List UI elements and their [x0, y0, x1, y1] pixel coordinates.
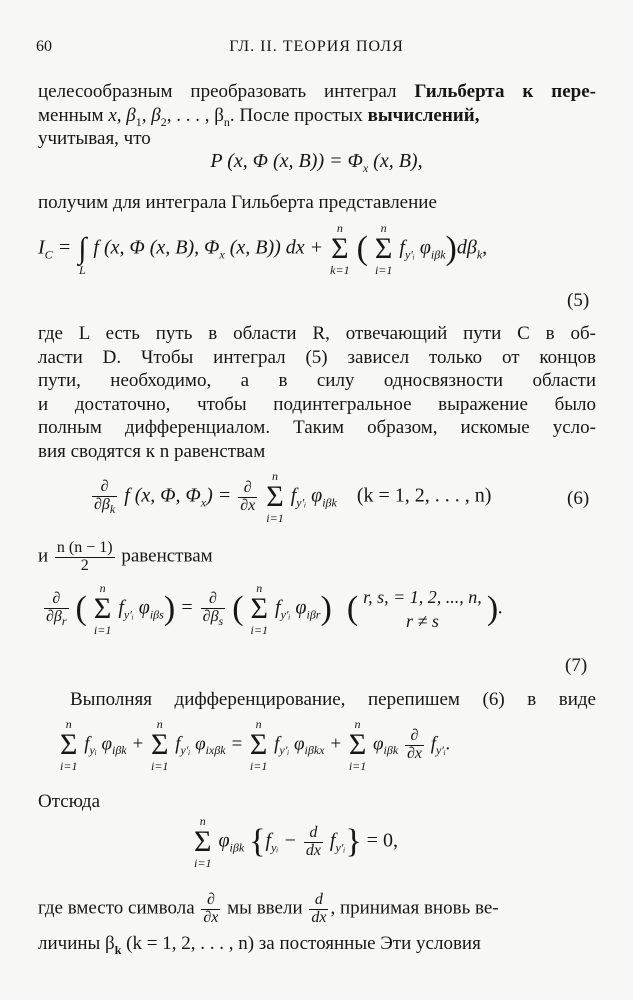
- integral-sign: ∫ L: [78, 232, 87, 277]
- summation-inner: n Σ i=1: [374, 221, 393, 277]
- equation-7: $\frac{\partial}{\partial\beta_r}$ ( n Σ i=1 $f_{y'ᵢ}$ $\varphi_{i\beta s}$) = $\frac{\partial}{\partial\beta_s}$ ( n Σ i=1 $f_{y'ᵢ}$ $\varphi_{i\beta r}$) ( r, s, = 1, 2, ..., n, r ≠ s ).: [46, 581, 504, 637]
- text-line: где вместо символа $\frac{\partial}{\partial x}$ мы ввели $\frac{d}{dx}$ , принимая вновь ве-: [38, 891, 499, 926]
- text-line: где L есть путь в области R, отвечающий пути C в об-: [38, 323, 596, 344]
- paragraph-1: [38, 80, 596, 151]
- text-line: получим для интеграла Гильберта представление: [38, 192, 437, 213]
- text-line: ласти D. Чтобы интеграл (5) зависел только от концов: [38, 346, 596, 368]
- text-line: учитывая, что: [38, 128, 151, 149]
- equation-5: $I_C$ = ∫ L f (x, Φ (x, B), $\Phi_x$ (x, B)) dx + n Σ k=1 ( n Σ i=1 $f_{y'ᵢ}$ $\varphi_{i\beta k})d\beta_k$,: [38, 221, 488, 277]
- text-line: менным x, $\beta_1$, $\beta_2$, . . . , $\beta_n$. После простых вычислений,: [38, 104, 480, 129]
- text-line: полным дифференциалом. Таким образом, искомые усло-: [38, 417, 596, 438]
- page-number: 60: [36, 38, 52, 55]
- text-line: и достаточно, чтобы подинтегральное выражение было: [38, 393, 596, 415]
- paragraph-7: [38, 892, 596, 956]
- text-line: Отсюда: [38, 791, 101, 812]
- paragraph-2: [38, 191, 596, 215]
- page-header: [0, 38, 633, 62]
- summation-outer: n Σ k=1: [330, 221, 350, 277]
- text-line: Выполняя дифференцирование, перепишем (6) в виде: [70, 689, 596, 710]
- text-line: пути, необходимо, а в силу односвязности области: [38, 370, 596, 391]
- text-line: личины $\beta_k$ (k = 1, 2, . . . , n) за постоянные Эти условия: [38, 933, 481, 957]
- equation-number-6: (6): [567, 488, 590, 509]
- equation-6: $\frac{\partial}{\partial\beta_k}$ f (x, Φ, $\Phi_x$) = $\frac{\partial}{\partial x}$ n Σ i=1 $f_{y'ᵢ}$ $\varphi_{i\beta k}$ (k = 1, 2, . . . , n): [94, 469, 492, 525]
- equation-zero: n Σ i=1 $\varphi_{i\beta k}$ {$f_{yᵢ}$ − $\frac{d}{dx}$ $f_{y'ᵢ}\} = 0$,: [194, 814, 398, 870]
- paragraph-5: [70, 688, 596, 712]
- text-line: вия сводятся к n равенствам: [38, 440, 266, 462]
- equation-expanded: n Σ i=1 $f_{yᵢ}$ $\varphi_{i\beta k}$ + n Σ i=1 $f_{y'ᵢ}$ $\varphi_{ix\beta k}$ = n Σ i=1 $f_{y'ᵢ}$ $\varphi_{i\beta kx}$ + n Σ i=1 $\varphi_{i\beta k}$ $\frac{\partial}{\partial x}$ $f_{y'ᵢ}$.: [60, 717, 451, 773]
- equation-number-5: (5): [567, 290, 590, 311]
- text-line: целесообразным преобразовать интеграл Гильберта к пере-: [38, 81, 596, 102]
- equation-number-7: (7): [565, 655, 588, 676]
- text-line: и $\frac{n (n - 1)}{2}$ равенствам: [38, 539, 213, 574]
- running-title: ГЛ. II. ТЕОРИЯ ПОЛЯ: [229, 38, 404, 55]
- equation-phi: P (x, Φ (x, $B)) = \Phi_x$ (x, B),: [210, 150, 423, 175]
- paragraph-4: [38, 540, 596, 580]
- paragraph-6: [38, 790, 596, 814]
- paragraph-3: [38, 322, 596, 463]
